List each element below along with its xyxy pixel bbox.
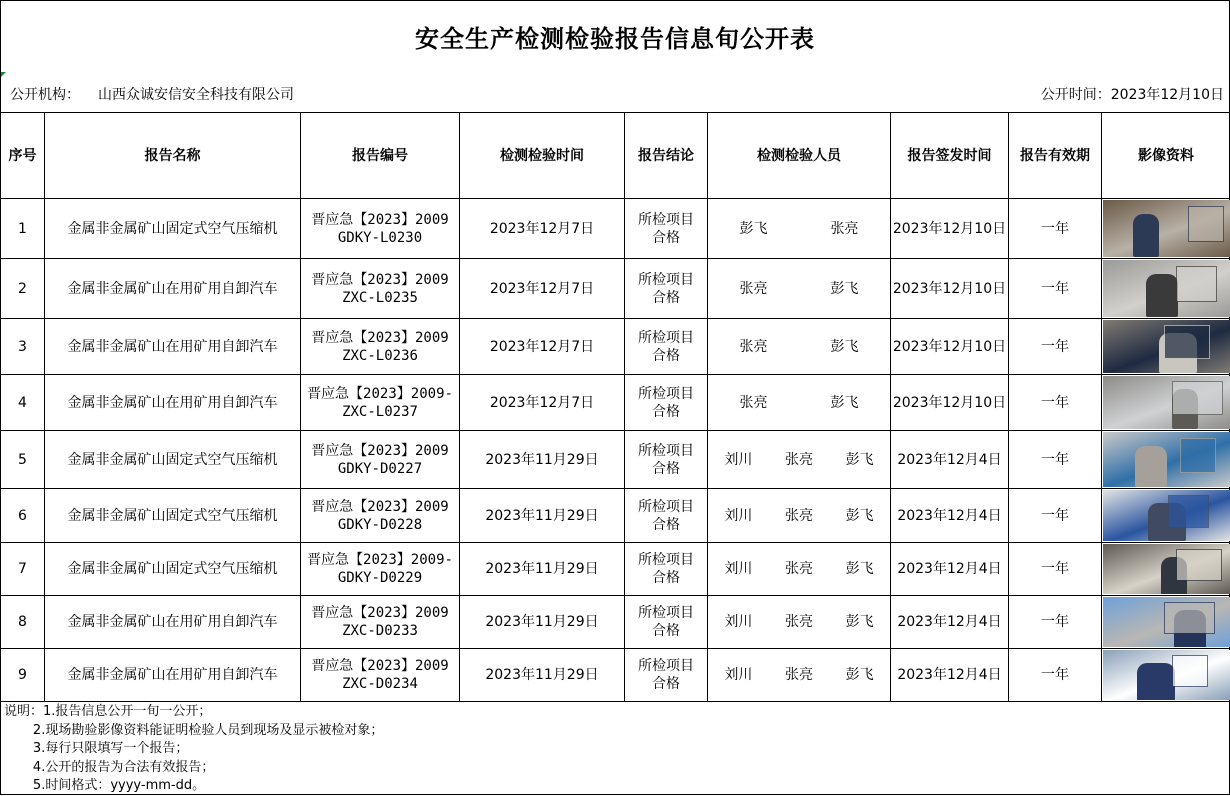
- page-title: 安全生产检测检验报告信息旬公开表: [0, 0, 1230, 72]
- inspector-list: [708, 613, 890, 631]
- report-code-line2: ZXC-L0236: [301, 347, 459, 365]
- table-header-row: [1, 113, 1230, 199]
- column-header: 报告名称: [45, 113, 301, 199]
- cell-marker-icon: [707, 375, 708, 379]
- site-photo-image[interactable]: [1103, 650, 1230, 700]
- org-name: 山西众诚安信安全科技有限公司: [98, 87, 294, 103]
- row-number: 5: [1, 431, 45, 489]
- table-row: [1, 375, 1230, 431]
- issue-date: 2023年12月10日: [891, 375, 1009, 431]
- result-line1: 所检项目: [625, 551, 707, 569]
- table-row: [1, 596, 1230, 649]
- inspectors: [708, 596, 891, 649]
- test-date: 2023年12月7日: [460, 375, 625, 431]
- inspector-name: 刘川: [724, 451, 752, 469]
- report-name: 金属非金属矿山固定式空气压缩机: [45, 431, 301, 489]
- validity-period: 一年: [1009, 543, 1102, 596]
- note-line: 3.每行只限填写一个报告；: [4, 740, 383, 759]
- report-result: [625, 543, 708, 596]
- inspector-list: [708, 394, 890, 412]
- inspectors: [708, 199, 891, 259]
- publish-time: [1041, 84, 1224, 104]
- cell-marker-icon: [707, 319, 708, 323]
- result-line2: 合格: [625, 569, 707, 587]
- photo-equipment-shape: [1172, 655, 1208, 687]
- report-name: 金属非金属矿山固定式空气压缩机: [45, 489, 301, 543]
- photo-cell: [1102, 431, 1230, 489]
- inspector-name: 彭飞: [846, 451, 874, 469]
- inspector-name: 刘川: [724, 666, 752, 684]
- row-number: 1: [1, 199, 45, 259]
- inspector-name: 张亮: [740, 394, 768, 412]
- inspector-list: [708, 666, 890, 684]
- photo-equipment-shape: [1164, 602, 1215, 634]
- photo-equipment-shape: [1180, 438, 1216, 473]
- result-line1: 所检项目: [625, 329, 707, 347]
- info-bar: [0, 74, 1230, 112]
- site-photo-image[interactable]: [1103, 200, 1230, 257]
- table-row: [1, 199, 1230, 259]
- report-result: [625, 431, 708, 489]
- validity-period: 一年: [1009, 375, 1102, 431]
- report-name: 金属非金属矿山固定式空气压缩机: [45, 543, 301, 596]
- site-photo-image[interactable]: [1103, 260, 1230, 317]
- report-name: 金属非金属矿山固定式空气压缩机: [45, 199, 301, 259]
- result-line2: 合格: [625, 347, 707, 365]
- inspector-name: 张亮: [785, 451, 813, 469]
- photo-equipment-shape: [1176, 266, 1217, 302]
- inspector-list: [708, 280, 890, 298]
- report-name: 金属非金属矿山在用矿用自卸汽车: [45, 649, 301, 702]
- report-name: 金属非金属矿山在用矿用自卸汽车: [45, 596, 301, 649]
- row-number: 9: [1, 649, 45, 702]
- column-header: 报告签发时间: [891, 113, 1009, 199]
- column-header: 检测检验人员: [708, 113, 891, 199]
- validity-period: 一年: [1009, 199, 1102, 259]
- result-line2: 合格: [625, 675, 707, 693]
- table-row: [1, 543, 1230, 596]
- photo-person-shape: [1135, 446, 1167, 487]
- report-code-line1: 晋应急【2023】2009: [301, 604, 459, 622]
- row-number: 4: [1, 375, 45, 431]
- photo-person-shape: [1146, 274, 1178, 317]
- result-line2: 合格: [625, 289, 707, 307]
- issue-date: 2023年12月4日: [891, 649, 1009, 702]
- report-result: [625, 199, 708, 259]
- report-code-line1: 晋应急【2023】2009: [301, 211, 459, 229]
- table-row: [1, 259, 1230, 319]
- issue-date: 2023年12月4日: [891, 431, 1009, 489]
- result-line2: 合格: [625, 516, 707, 534]
- inspector-name: 张亮: [785, 666, 813, 684]
- inspector-name: 刘川: [724, 613, 752, 631]
- photo-cell: [1102, 649, 1230, 702]
- org-info: [10, 84, 312, 104]
- column-header: 报告结论: [625, 113, 708, 199]
- site-photo-image[interactable]: [1103, 544, 1230, 594]
- result-line2: 合格: [625, 403, 707, 421]
- validity-period: 一年: [1009, 649, 1102, 702]
- photo-cell: [1102, 375, 1230, 431]
- issue-date: 2023年12月10日: [891, 199, 1009, 259]
- time-value: 2023年12月10日: [1111, 87, 1224, 103]
- report-result: [625, 596, 708, 649]
- inspector-name: 刘川: [724, 507, 752, 525]
- note-line: 5.时间格式：yyyy-mm-dd。: [4, 777, 383, 796]
- photo-equipment-shape: [1176, 549, 1222, 581]
- test-date: 2023年11月29日: [460, 431, 625, 489]
- photo-cell: [1102, 489, 1230, 543]
- result-line1: 所检项目: [625, 442, 707, 460]
- photo-cell: [1102, 259, 1230, 319]
- photo-equipment-shape: [1164, 325, 1210, 359]
- report-code-line1: 晋应急【2023】2009: [301, 442, 459, 460]
- column-header: 序号: [1, 113, 45, 199]
- inspector-name: 彭飞: [846, 560, 874, 578]
- inspector-list: [708, 338, 890, 356]
- photo-equipment-shape: [1188, 206, 1224, 242]
- report-code: [301, 259, 460, 319]
- column-header: 报告有效期: [1009, 113, 1102, 199]
- notes: [4, 703, 383, 796]
- report-code-line2: ZXC-L0237: [301, 403, 459, 421]
- inspector-list: [708, 220, 890, 238]
- report-name: 金属非金属矿山在用矿用自卸汽车: [45, 375, 301, 431]
- inspectors: [708, 319, 891, 375]
- issue-date: 2023年12月4日: [891, 543, 1009, 596]
- note-line: 2.现场勘验影像资料能证明检验人员到现场及显示被检对象；: [4, 722, 383, 741]
- report-result: [625, 375, 708, 431]
- result-line1: 所检项目: [625, 271, 707, 289]
- test-date: 2023年12月7日: [460, 199, 625, 259]
- report-code-line1: 晋应急【2023】2009: [301, 657, 459, 675]
- test-date: 2023年11月29日: [460, 489, 625, 543]
- column-header: 检测检验时间: [460, 113, 625, 199]
- inspector-name: 彭飞: [846, 613, 874, 631]
- result-line1: 所检项目: [625, 657, 707, 675]
- validity-period: 一年: [1009, 431, 1102, 489]
- site-photo-image[interactable]: [1103, 376, 1230, 429]
- note-line: 说明：1.报告信息公开一旬一公开；: [4, 703, 383, 722]
- report-code-line1: 晋应急【2023】2009-: [301, 551, 459, 569]
- inspector-name: 张亮: [785, 560, 813, 578]
- result-line2: 合格: [625, 460, 707, 478]
- inspector-name: 张亮: [831, 220, 859, 238]
- inspectors: [708, 649, 891, 702]
- result-line1: 所检项目: [625, 604, 707, 622]
- inspectors: [708, 259, 891, 319]
- photo-cell: [1102, 543, 1230, 596]
- table-row: [1, 649, 1230, 702]
- inspectors: [708, 431, 891, 489]
- report-code: [301, 649, 460, 702]
- report-code: [301, 199, 460, 259]
- table-row: [1, 319, 1230, 375]
- report-table: [0, 112, 1230, 702]
- site-photo-image[interactable]: [1103, 432, 1230, 487]
- table-row: [1, 431, 1230, 489]
- report-code-line2: GDKY-D0228: [301, 516, 459, 534]
- report-code: [301, 431, 460, 489]
- inspector-list: [708, 451, 890, 469]
- report-code-line2: GDKY-L0230: [301, 229, 459, 247]
- row-number: 6: [1, 489, 45, 543]
- inspector-name: 彭飞: [846, 507, 874, 525]
- inspector-name: 彭飞: [740, 220, 768, 238]
- report-result: [625, 649, 708, 702]
- photo-person-shape: [1133, 214, 1159, 257]
- issue-date: 2023年12月4日: [891, 489, 1009, 543]
- inspector-name: 彭飞: [831, 280, 859, 298]
- photo-equipment-shape: [1172, 381, 1223, 415]
- result-line1: 所检项目: [625, 385, 707, 403]
- issue-date: 2023年12月4日: [891, 596, 1009, 649]
- report-name: 金属非金属矿山在用矿用自卸汽车: [45, 259, 301, 319]
- table-body: [1, 199, 1230, 702]
- inspector-name: 张亮: [740, 280, 768, 298]
- report-code-line1: 晋应急【2023】2009: [301, 271, 459, 289]
- inspector-name: 张亮: [785, 613, 813, 631]
- report-result: [625, 319, 708, 375]
- result-line1: 所检项目: [625, 498, 707, 516]
- report-code: [301, 319, 460, 375]
- org-label: 公开机构：: [10, 87, 80, 103]
- row-number: 8: [1, 596, 45, 649]
- inspectors: [708, 543, 891, 596]
- report-code-line2: GDKY-D0227: [301, 460, 459, 478]
- validity-period: 一年: [1009, 596, 1102, 649]
- row-number: 7: [1, 543, 45, 596]
- report-code-line1: 晋应急【2023】2009-: [301, 385, 459, 403]
- site-photo-image[interactable]: [1103, 490, 1230, 541]
- report-code-line1: 晋应急【2023】2009: [301, 329, 459, 347]
- column-header: 影像资料: [1102, 113, 1230, 199]
- column-header: 报告编号: [301, 113, 460, 199]
- inspector-name: 刘川: [724, 560, 752, 578]
- time-label: 公开时间：: [1041, 87, 1111, 103]
- inspector-list: [708, 507, 890, 525]
- result-line2: 合格: [625, 622, 707, 640]
- inspector-name: 张亮: [740, 338, 768, 356]
- photo-cell: [1102, 199, 1230, 259]
- issue-date: 2023年12月10日: [891, 259, 1009, 319]
- report-code-line2: ZXC-D0233: [301, 622, 459, 640]
- validity-period: 一年: [1009, 319, 1102, 375]
- report-code-line2: ZXC-D0234: [301, 675, 459, 693]
- test-date: 2023年11月29日: [460, 596, 625, 649]
- inspector-name: 彭飞: [831, 338, 859, 356]
- report-result: [625, 489, 708, 543]
- issue-date: 2023年12月10日: [891, 319, 1009, 375]
- report-name: 金属非金属矿山在用矿用自卸汽车: [45, 319, 301, 375]
- cell-marker-icon: [707, 259, 708, 263]
- report-code: [301, 375, 460, 431]
- validity-period: 一年: [1009, 259, 1102, 319]
- table-row: [1, 489, 1230, 543]
- row-number: 3: [1, 319, 45, 375]
- photo-cell: [1102, 596, 1230, 649]
- test-date: 2023年12月7日: [460, 319, 625, 375]
- inspector-name: 张亮: [785, 507, 813, 525]
- test-date: 2023年12月7日: [460, 259, 625, 319]
- row-number: 2: [1, 259, 45, 319]
- report-code: [301, 596, 460, 649]
- photo-cell: [1102, 319, 1230, 375]
- report-code: [301, 489, 460, 543]
- inspectors: [708, 489, 891, 543]
- validity-period: 一年: [1009, 489, 1102, 543]
- site-photo-image[interactable]: [1103, 597, 1230, 647]
- result-line2: 合格: [625, 229, 707, 247]
- photo-person-shape: [1137, 663, 1175, 700]
- test-date: 2023年11月29日: [460, 543, 625, 596]
- result-line1: 所检项目: [625, 211, 707, 229]
- report-code: [301, 543, 460, 596]
- inspector-name: 彭飞: [831, 394, 859, 412]
- test-date: 2023年11月29日: [460, 649, 625, 702]
- inspectors: [708, 375, 891, 431]
- report-result: [625, 259, 708, 319]
- note-line: 4.公开的报告为合法有效报告；: [4, 759, 383, 778]
- inspector-list: [708, 560, 890, 578]
- photo-equipment-shape: [1168, 495, 1209, 528]
- report-code-line1: 晋应急【2023】2009: [301, 498, 459, 516]
- report-code-line2: GDKY-D0229: [301, 569, 459, 587]
- inspector-name: 彭飞: [846, 666, 874, 684]
- report-code-line2: ZXC-L0235: [301, 289, 459, 307]
- site-photo-image[interactable]: [1103, 320, 1230, 373]
